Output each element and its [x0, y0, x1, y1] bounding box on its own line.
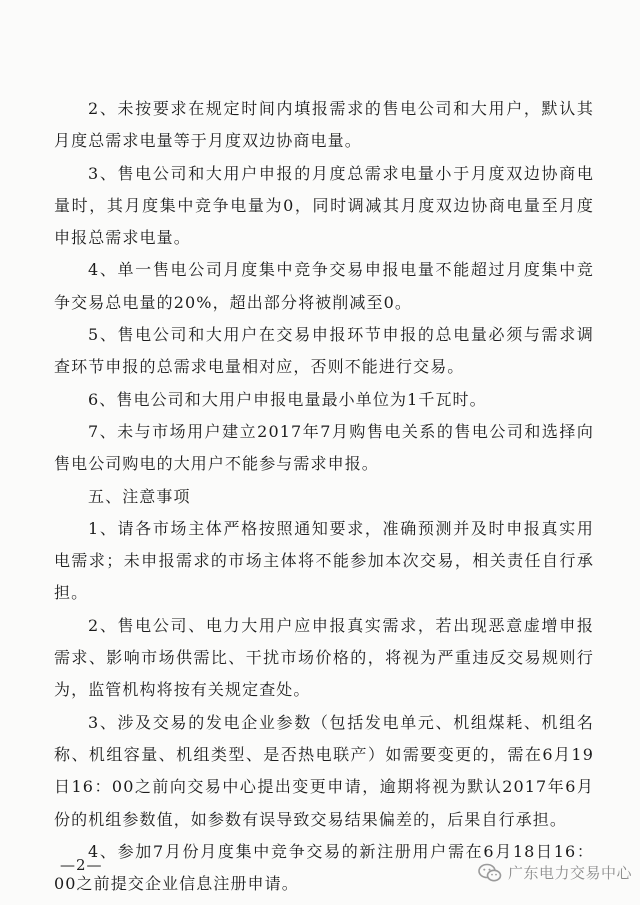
paragraph-item-5: 5、售电公司和大用户在交易申报环节申报的总电量必须与需求调查环节申报的总需求电量相对应，否则不能进行交易。: [54, 325, 594, 377]
paragraph-item-3: 3、售电公司和大用户申报的月度总需求电量小于月度双边协商电量时，其月度集中竞争电量为0，同时调减其月度双边协商电量至月度申报总需求电量。: [54, 163, 594, 248]
paragraph-item-2: 2、未按要求在规定时间内填报需求的售电公司和大用户，默认其月度总需求电量等于月度双边协商电量。: [54, 99, 594, 151]
watermark-text: 广东电力交易中心: [507, 864, 632, 882]
page-number: —2—: [60, 856, 103, 874]
note-item-3: 3、涉及交易的发电企业参数（包括发电单元、机组煤耗、机组名称、机组容量、机组类型、是否热电联产）如需要变更的，需在6月19日16：00之前向交易中心提出变更申请，逾期将视为默认2017年6月份的机组参数值，如参数有误导致交易结果偏差的，后果自行承担。: [54, 712, 594, 829]
paragraph-item-6: 6、售电公司和大用户申报电量最小单位为1千瓦时。: [88, 389, 487, 409]
document-body: [54, 93, 594, 900]
note-item-2: 2、售电公司、电力大用户应申报真实需求，若出现恶意虚增申报需求、影响市场供需比、干扰市场价格的，将视为严重违反交易规则行为，监管机构将按有关规定查处。: [54, 615, 594, 700]
wechat-icon: [478, 863, 502, 883]
section-heading: 五、注意事项: [88, 486, 191, 506]
note-item-4: 4、参加7月份月度集中竞争交易的新注册用户需在6月18日16：00之前提交企业信息注册申请。: [54, 841, 594, 894]
note-item-1: 1、请各市场主体严格按照通知要求，准确预测并及时申报真实用电需求；未申报需求的市场主体将不能参加本次交易，相关责任自行承担。: [54, 518, 594, 603]
paragraph-item-7: 7、未与市场用户建立2017年7月购售电关系的售电公司和选择向售电公司购电的大用户不能参与需求申报。: [54, 421, 594, 474]
paragraph-item-4: 4、单一售电公司月度集中竞争交易申报电量不能超过月度集中竞争交易总电量的20%，超出部分将被削减至0。: [54, 260, 594, 312]
watermark: [478, 862, 632, 883]
